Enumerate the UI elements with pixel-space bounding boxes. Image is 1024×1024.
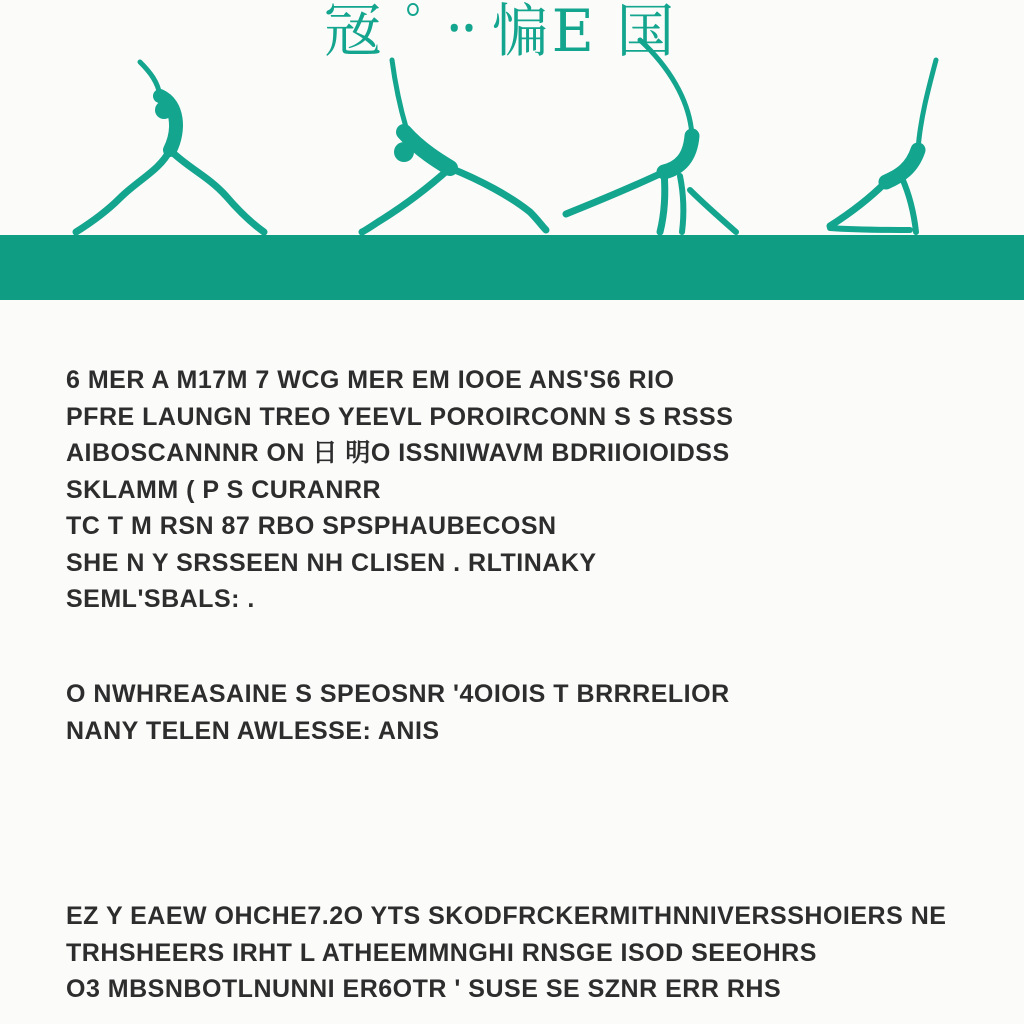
yoga-figure-1-icon	[76, 62, 264, 232]
paragraph-3	[66, 898, 956, 1008]
header-band	[0, 235, 1024, 300]
text-line: O3 MBSNBOTLNUNNI ER6OTR ' SUSE SE SZNR ERR RHS	[66, 975, 782, 1003]
text-line: EZ Y EAEW OHCHE7.2O YTS SKODFRCKERMITHNNIVERSSHOIERS NE	[66, 902, 947, 930]
header-illustration	[0, 0, 1024, 300]
yoga-figure-4-icon	[830, 60, 936, 232]
text-line: AIBOSCANNNR ON 日 明O ISSNIWAVM BDRIIOIOIDSS	[66, 439, 730, 467]
text-line: 6 MER A M17M 7 WCG MER EM IOOE ANS'S6 RIO	[66, 366, 675, 394]
text-line: O NWHREASAINE S SPEOSNR '4OIOIS T BRRRELIOR	[66, 680, 730, 708]
text-line: PFRE LAUNGN TREO YEEVL POROIRCONN S S RSSS	[66, 402, 734, 431]
text-line: SHE N Y SRSSEEN NH CLISEN . RLTINAKY	[66, 548, 597, 577]
yoga-figures	[0, 0, 1024, 240]
yoga-figure-3-icon	[566, 40, 736, 232]
text-line: NANY TELEN AWLESSE: ANIS	[66, 716, 440, 745]
text-line: SEML'SBALS: .	[66, 585, 255, 613]
paragraph-2	[66, 676, 956, 749]
yoga-figure-2-icon	[362, 60, 546, 232]
header-title: 㓂 ﾟ᠃ 惼E 国	[323, 0, 677, 62]
text-line: TC T M RSN 87 RBO SPSPHAUBECOSN	[66, 512, 557, 540]
paragraph-1	[66, 362, 956, 618]
text-line: SKLAMM ( P S CURANRR	[66, 475, 382, 504]
text-line: TRHSHEERS IRHT L ATHEEMMNGHI RNSGE ISOD SEEOHRS	[66, 938, 817, 967]
